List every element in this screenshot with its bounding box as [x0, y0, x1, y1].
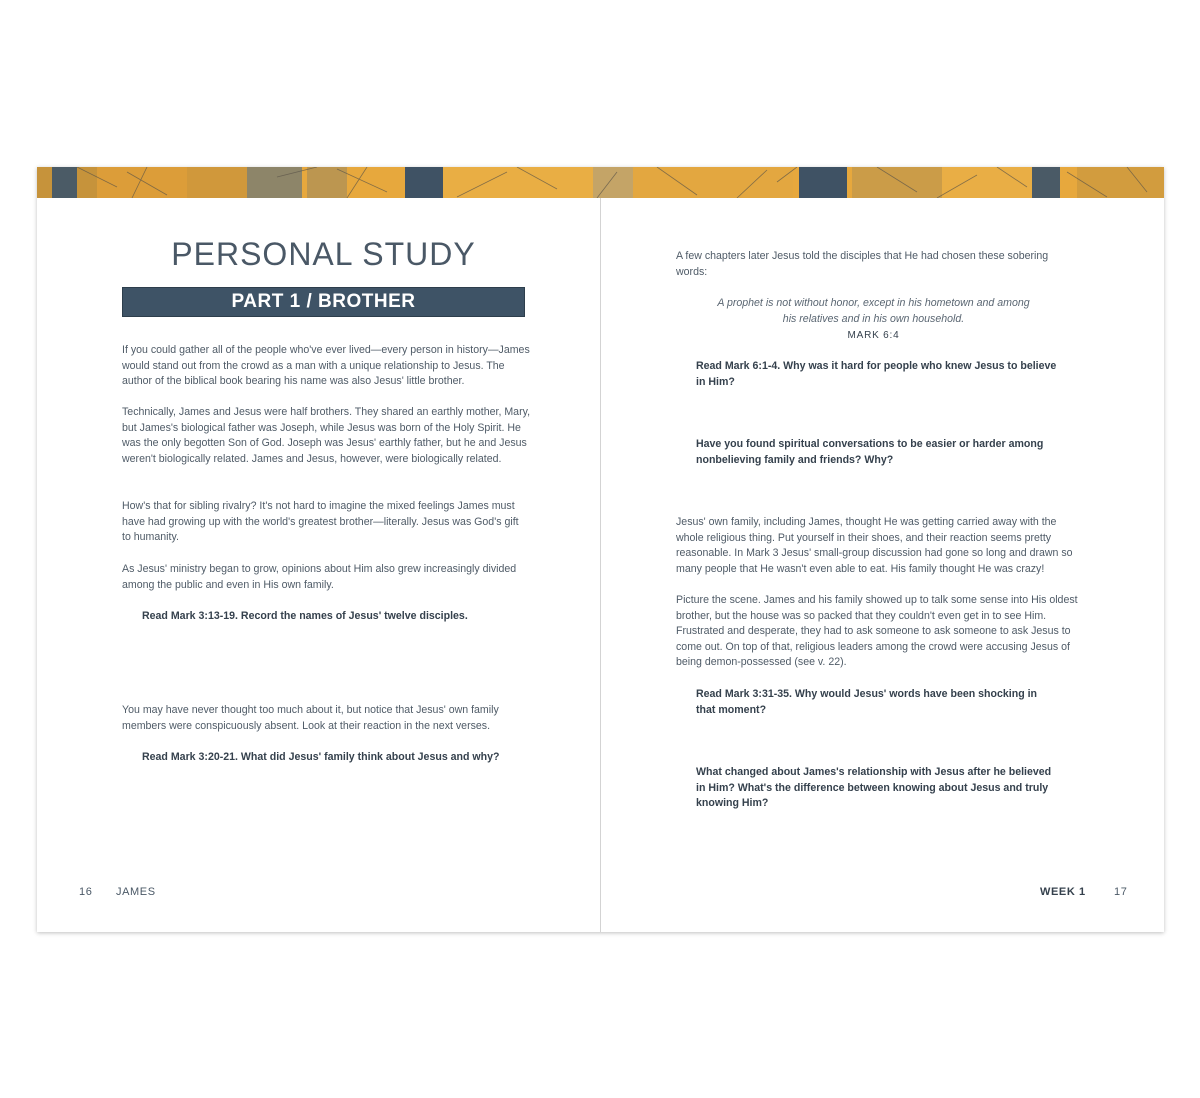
body-paragraph: Jesus' own family, including James, thought He was getting carried away with the whole religious thing. Put yourself in their shoes, and their reaction seems pretty reasonable. In Mark 3 Jesus' small-group discussion had gone so long and drawn so many people that He wasn't even able to eat. His family thought He was crazy! [676, 516, 1073, 575]
body-paragraph: As Jesus' ministry began to grow, opinions about Him also grew increasingly divided among the public and even in His own family. [122, 563, 517, 591]
body-paragraph: You may have never thought too much about it, but notice that Jesus' own family members were conspicuously absent. Look at their reaction in the next verses. [122, 704, 499, 732]
part-heading-label: PART 1 / BROTHER [231, 291, 416, 312]
study-question: Read Mark 3:20-21. What did Jesus' family think about Jesus and why? [142, 751, 500, 763]
book-spread [37, 167, 1164, 932]
body-paragraph: Technically, James and Jesus were half brothers. They shared an earthly mother, Mary, but James's biological father was Joseph, while Jesus was born of the Holy Spirit. He was the only begotten Son of God. Joseph was Jesus' earthly father, but he and Jesus weren't biologically related. James and Jesus, however, were biologically related. [122, 406, 531, 465]
study-question: Have you found spiritual conversations to be easier or harder among nonbelieving family and friends? Why? [696, 438, 1044, 466]
intro-paragraph: A few chapters later Jesus told the disciples that He had chosen these sobering words: [676, 250, 1049, 278]
running-head: WEEK 1 [1040, 886, 1086, 898]
study-question: Read Mark 6:1-4. Why was it hard for people who knew Jesus to believe in Him? [696, 360, 1057, 388]
page-number: 16 [79, 886, 93, 898]
part-heading-bar [122, 287, 525, 317]
scripture-reference: MARK 6:4 [847, 330, 900, 341]
body-paragraph: How's that for sibling rivalry? It's not hard to imagine the mixed feelings James must have had growing up with the world's greatest brother—literally. Jesus was God's gift to humanity. [122, 500, 519, 544]
header-banner-image [37, 167, 1164, 198]
left-page [37, 198, 600, 932]
study-question: Read Mark 3:31-35. Why would Jesus' words have been shocking in that moment? [696, 688, 1038, 716]
page-title: PERSONAL STUDY [171, 236, 476, 272]
page-number: 17 [1114, 886, 1128, 898]
scripture-quote: A prophet is not without honor, except in his hometown and among his relatives and in his own household. [717, 297, 1030, 325]
study-question: Read Mark 3:13-19. Record the names of Jesus' twelve disciples. [142, 610, 468, 622]
tree-photo-banner [37, 167, 1164, 198]
right-page [601, 198, 1164, 932]
running-head: JAMES [116, 886, 156, 898]
body-paragraph: If you could gather all of the people who've ever lived—every person in history—James would stand out from the crowd as a man with a unique relationship to Jesus. The author of the biblical book bearing his name was also Jesus' little brother. [122, 344, 530, 388]
body-paragraph: Picture the scene. James and his family showed up to talk some sense into His oldest brother, but the house was so packed that they couldn't even get in to see Him. Frustrated and desperate, they had to ask someone to ask someone to ask Jesus to come out. On top of that, religious leaders among the crowd were accusing Jesus of being demon-possessed (see v. 22). [676, 594, 1078, 669]
study-question: What changed about James's relationship with Jesus after he believed in Him? What's the difference between knowing about Jesus and truly knowing Him? [696, 766, 1052, 810]
